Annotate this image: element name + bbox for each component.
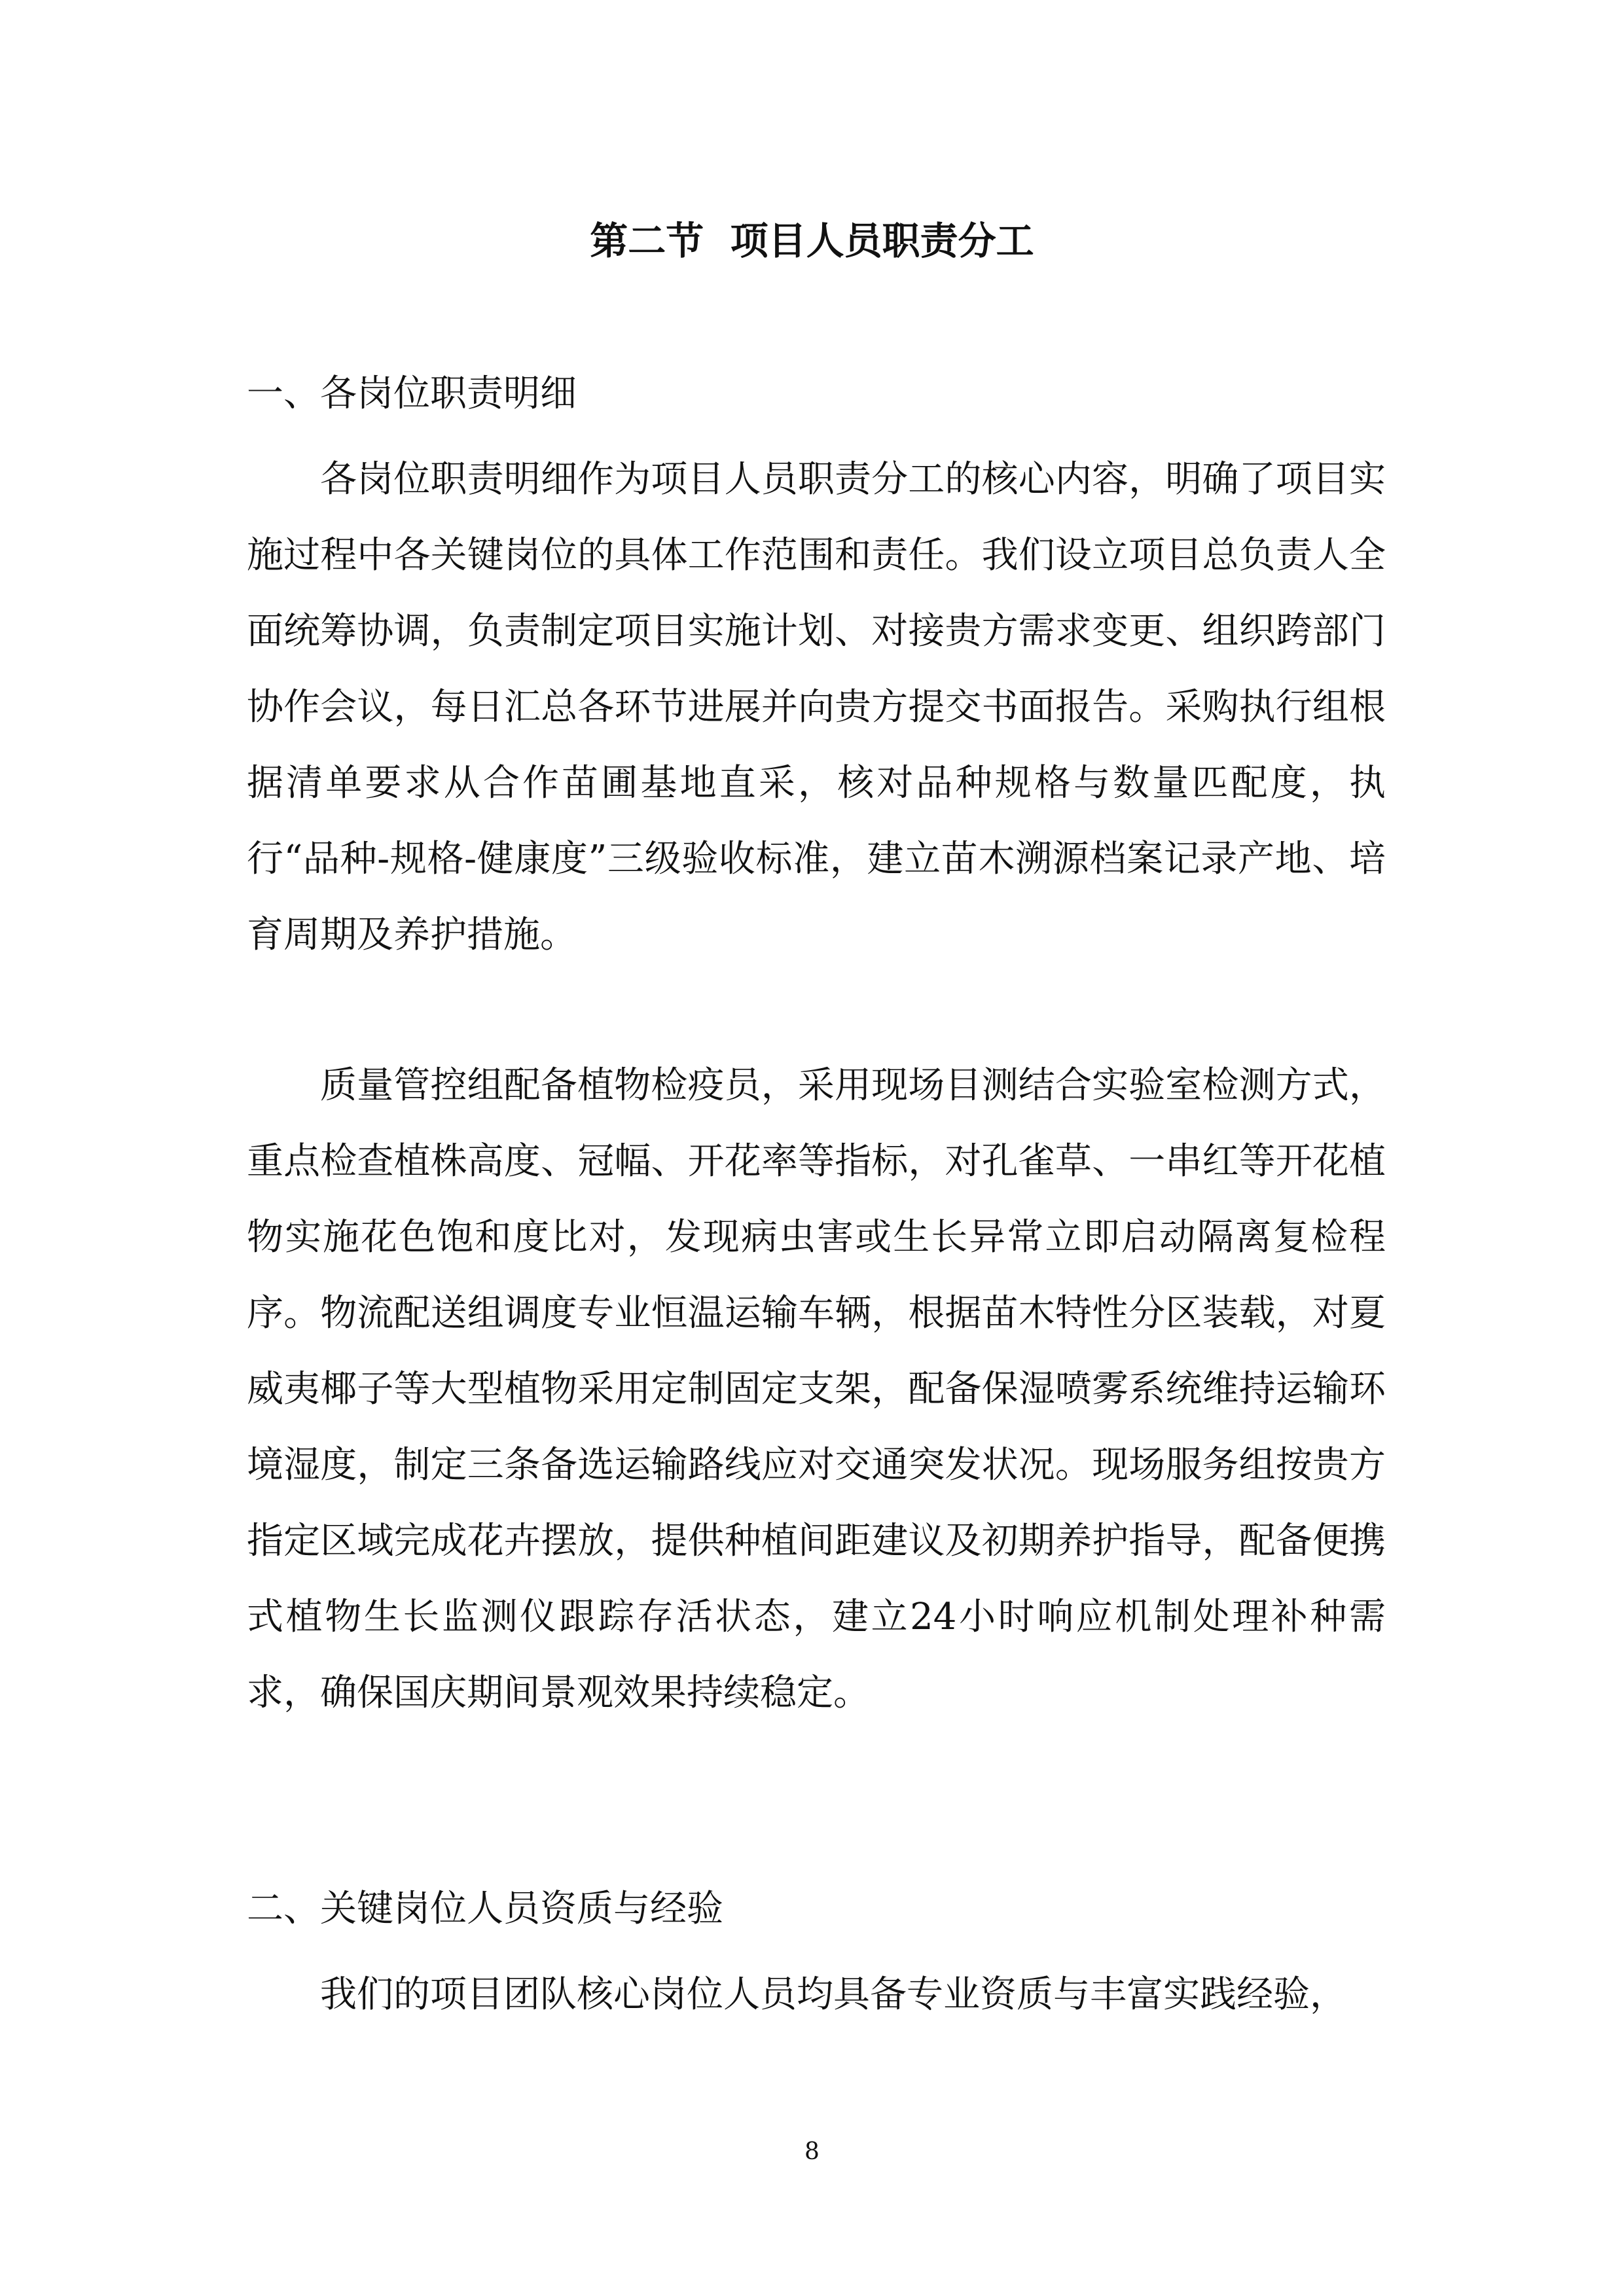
section-2-paragraph-1: 我们的项目团队核心岗位人员均具备专业资质与丰富实践经验， [320, 1973, 1346, 2016]
page-title: 第二节 项目人员职责分工 [590, 219, 1034, 263]
section-1-paragraph-2: 质量管控组配备植物检疫员，采用现场目测结合实验室检测方式，重点检查植株高度、冠幅、开花率等指标，对孔雀草、一串红等开花植物实施花色饱和度比对，发现病虫害或生长异常立即启动隔离复检程序。物流配送组调度专业恒温运输车辆，根据苗木特性分区装载，对夏威夷椰子等大型植物采用定制固定支架，配备保湿喷雾系统维持运输环境湿度，制定三条备选运输路线应对交通突发状况。现场服务组按贵方指定区域完成花卉摆放，提供种植间距建议及初期养护指导，配备便携式植物生长监测仪跟踪存活状态，建立24小时响应机制处理补种需求，确保国庆期间景观效果持续稳定。 [247, 1064, 1386, 1714]
section-2-heading: 二、关键岗位人员资质与经验 [247, 1888, 723, 1930]
section-1-paragraph-1: 各岗位职责明细作为项目人员职责分工的核心内容，明确了项目实施过程中各关键岗位的具体工作范围和责任。我们设立项目总负责人全面统筹协调，负责制定项目实施计划、对接贵方需求变更、组织跨部门协作会议，每日汇总各环节进展并向贵方提交书面报告。采购执行组根据清单要求从合作苗圃基地直采，核对品种规格与数量匹配度，执行“品种-规格-健康度”三级验收标准，建立苗木溯源档案记录产地、培育周期及养护措施。 [247, 458, 1386, 956]
page-number: 8 [804, 2138, 820, 2165]
section-1-heading: 一、各岗位职责明细 [247, 372, 577, 415]
